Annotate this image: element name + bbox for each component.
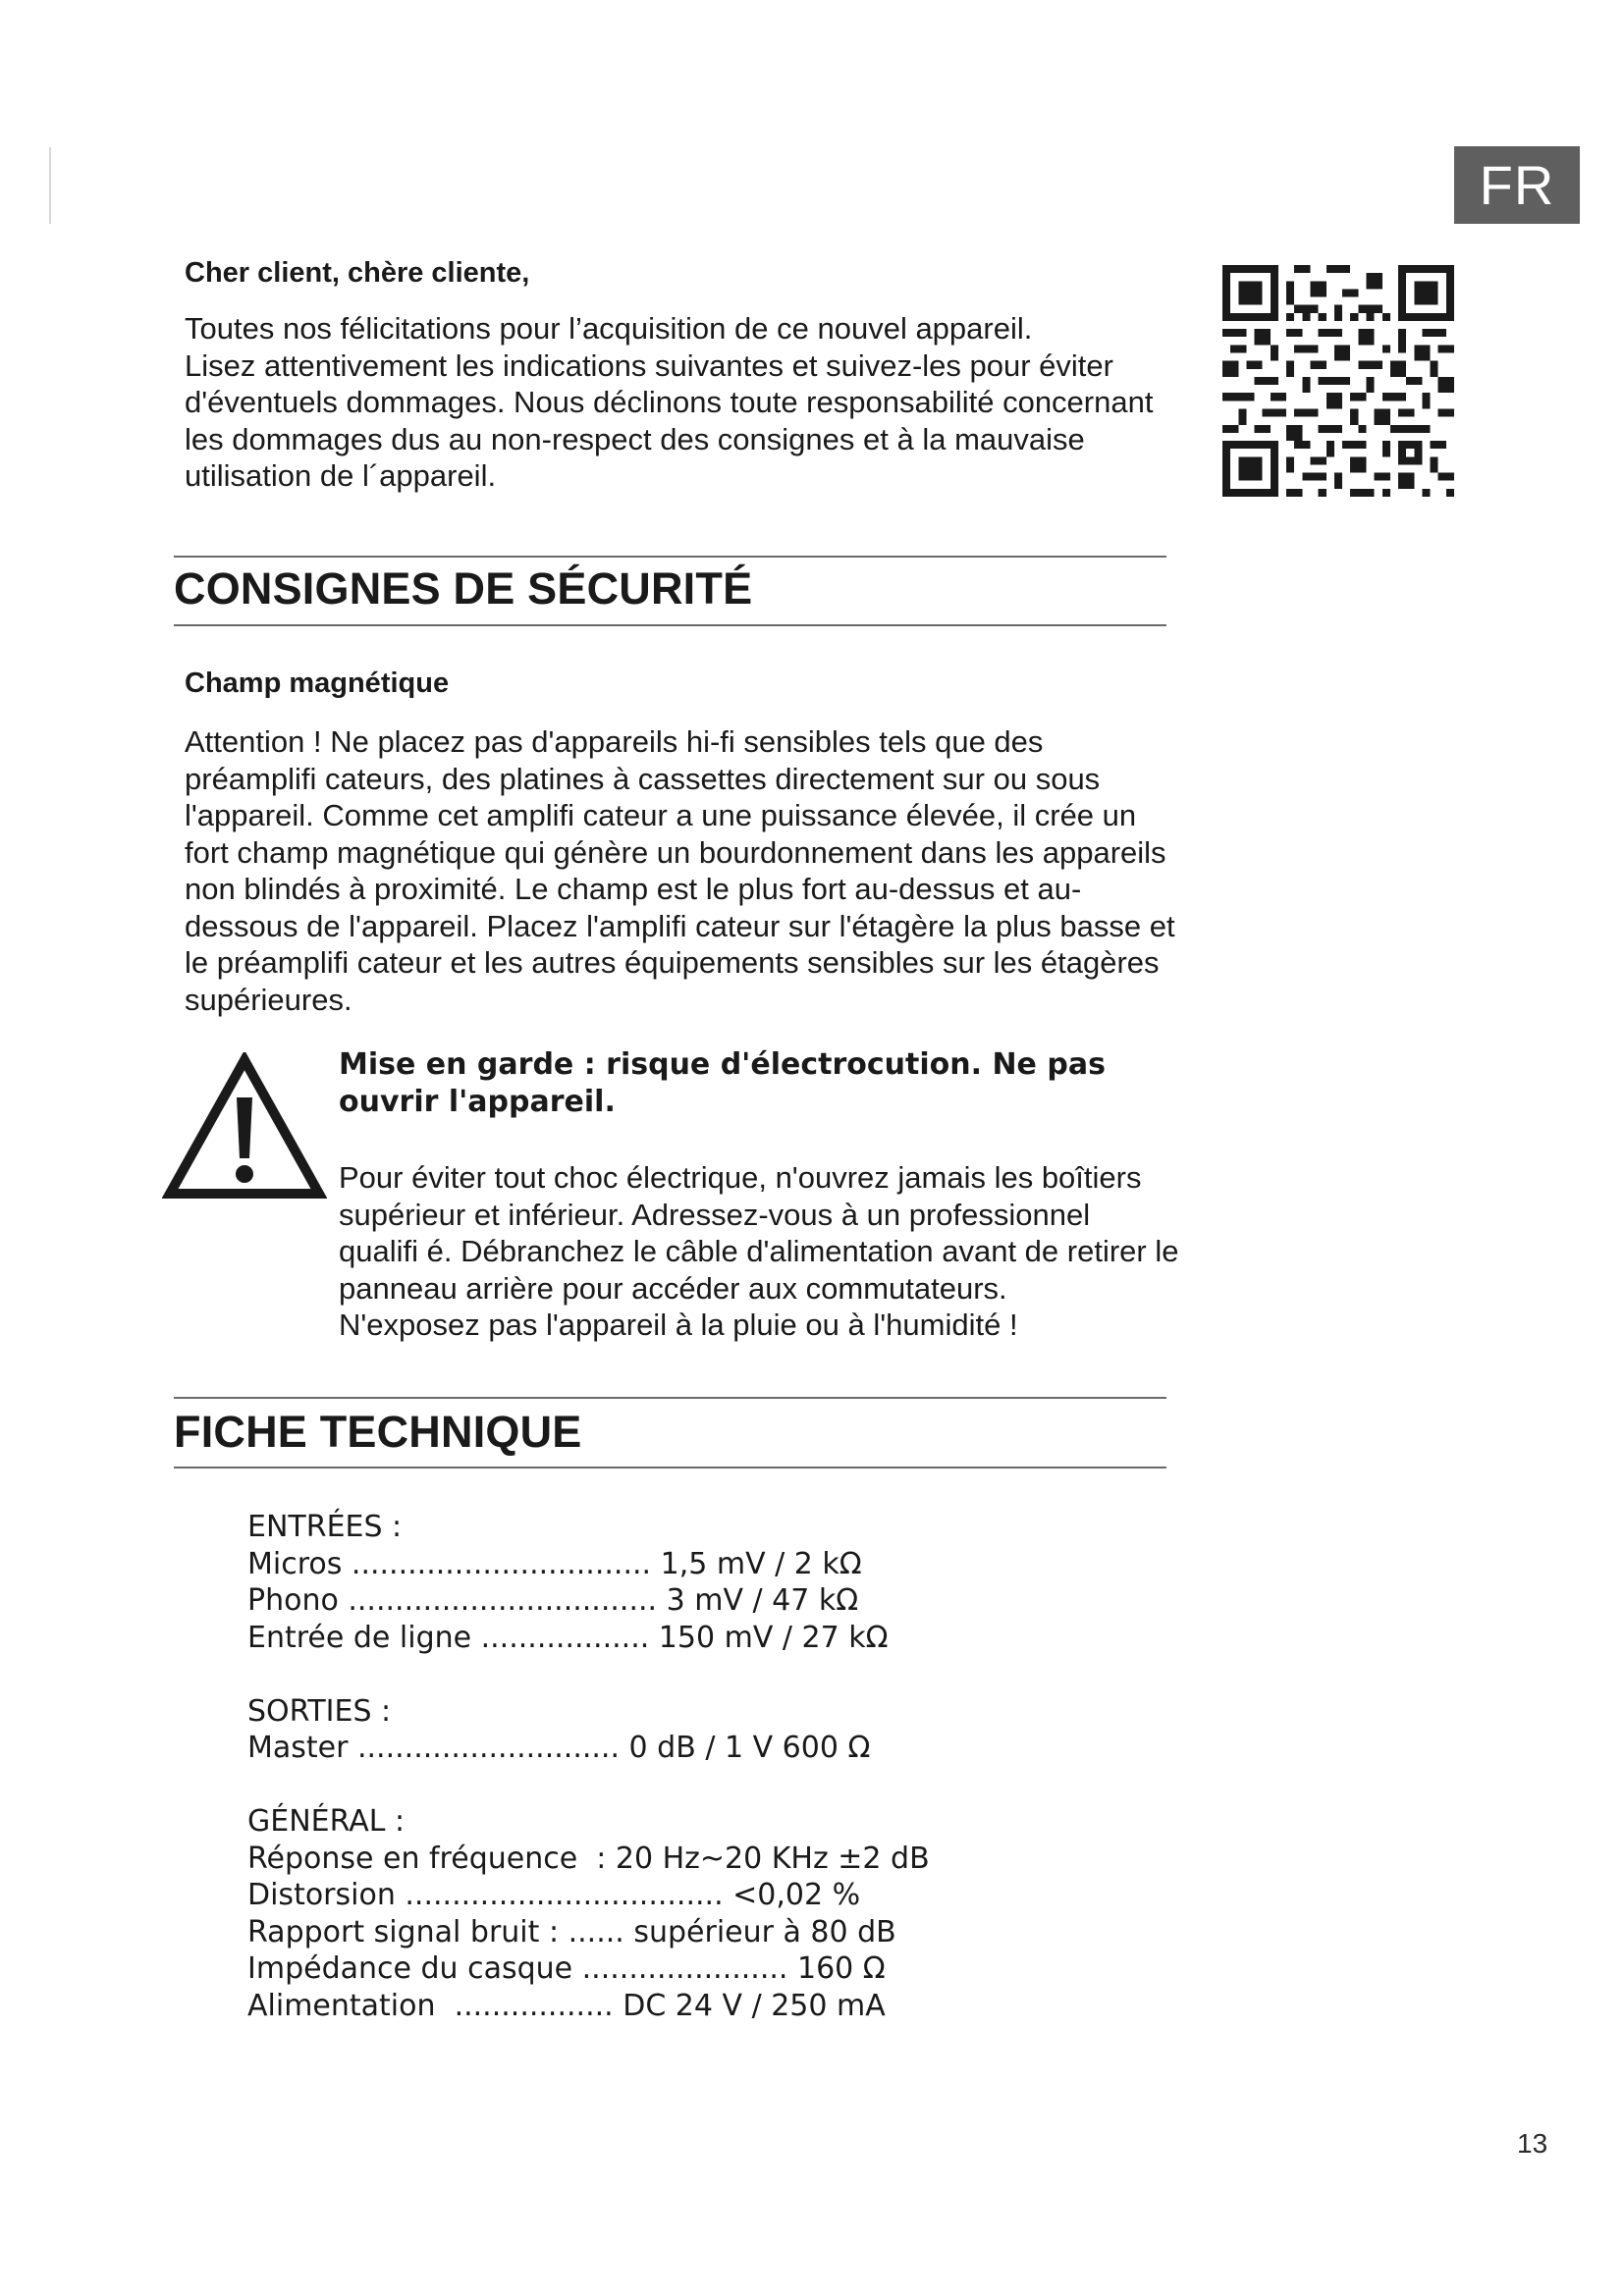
section-rule-top xyxy=(174,1397,1166,1399)
spacer xyxy=(247,1767,1013,1804)
spec-row: Alimentation ................. DC 24 V / 250 mA xyxy=(247,1988,886,2023)
electrocution-warning-title xyxy=(339,1046,1183,1121)
paragraph-line: le préamplifi cateur et les autres équipements sensibles sur les étagères xyxy=(185,945,1160,980)
inputs-heading: ENTRÉES : xyxy=(247,1510,403,1544)
section-rule-bottom xyxy=(174,624,1166,626)
electrocution-warning-body xyxy=(339,1159,1183,1344)
qr-code xyxy=(1222,265,1454,497)
tech-section-title: FICHE TECHNIQUE xyxy=(174,1407,582,1457)
intro-line: les dommages dus au non-respect des consignes et à la mauvaise xyxy=(185,421,1085,456)
spacer xyxy=(247,1656,1013,1693)
paragraph-line: fort champ magnétique qui génère un bourdonnement dans les appareils xyxy=(185,834,1166,870)
greeting: Cher client, chère cliente, xyxy=(185,257,530,289)
spec-row: Entrée de ligne .................. 150 mV / 27 kΩ xyxy=(247,1620,889,1655)
page-number: 13 xyxy=(1517,2128,1548,2159)
intro-line: d'éventuels dommages. Nous déclinons toute responsabilité concernant xyxy=(185,385,1154,419)
paragraph-line: supérieures. xyxy=(185,982,352,1017)
intro-line: Lisez attentivement les indications suivantes et suivez-les pour éviter xyxy=(185,347,1113,383)
intro-line: Toutes nos félicitations pour l’acquisition de ce nouvel appareil. xyxy=(185,311,1033,346)
spec-row: Phono ................................. 3 mV / 47 kΩ xyxy=(247,1583,859,1618)
paragraph-line: non blindés à proximité. Le champ est le plus fort au-dessus et au- xyxy=(185,872,1082,906)
warning-body-line: supérieur et inférieur. Adressez-vous à un professionnel xyxy=(339,1197,1091,1232)
warning-body-line: qualifi é. Débranchez le câble d'alimentation avant de retirer le xyxy=(339,1234,1179,1268)
magnetic-field-subheading: Champ magnétique xyxy=(185,667,450,699)
paragraph-line: l'appareil. Comme cet amplifi cateur a une puissance élevée, il crée un xyxy=(185,798,1137,832)
intro-paragraph xyxy=(185,310,1166,495)
spec-list xyxy=(247,1509,1013,2024)
safety-section-title: CONSIGNES DE SÉCURITÉ xyxy=(174,563,753,614)
warning-body-line: panneau arrière pour accéder aux commutateurs. xyxy=(339,1270,1007,1306)
section-rule-top xyxy=(174,556,1166,558)
warning-title-line: Mise en garde : risque d'électrocution. Ne pas xyxy=(339,1047,1106,1082)
spec-row: Micros ................................ 1,5 mV / 2 kΩ xyxy=(247,1546,862,1581)
spec-row: Master ............................ 0 dB / 1 V 600 Ω xyxy=(247,1731,871,1765)
spec-row: Réponse en fréquence : 20 Hz~20 KHz ±2 dB xyxy=(247,1841,930,1876)
spec-row: Distorsion .................................. <0,02 % xyxy=(247,1878,861,1912)
warning-body-line: Pour éviter tout choc électrique, n'ouvrez jamais les boîtiers xyxy=(339,1160,1142,1195)
warning-triangle-icon xyxy=(162,1052,327,1201)
spec-row: Impédance du casque ...................... 160 Ω xyxy=(247,1951,886,1986)
warning-body-line: N'exposez pas l'appareil à la pluie ou à l'humidité ! xyxy=(339,1308,1018,1342)
paragraph-line: préamplifi cateurs, des platines à cassettes directement sur ou sous xyxy=(185,761,1101,796)
warning-title-line: ouvrir l'appareil. xyxy=(339,1085,616,1119)
paragraph-line: Attention ! Ne placez pas d'appareils hi-fi sensibles tels que des xyxy=(185,724,1044,759)
paragraph-line: dessous de l'appareil. Placez l'amplifi cateur sur l'étagère la plus basse et xyxy=(185,908,1175,943)
page-edge-rule xyxy=(49,147,51,224)
spec-row: Rapport signal bruit : ...... supérieur à 80 dB xyxy=(247,1914,896,1949)
section-rule-bottom xyxy=(174,1467,1166,1468)
language-tab: FR xyxy=(1454,146,1580,224)
general-heading: GÉNÉRAL : xyxy=(247,1804,406,1839)
intro-line: utilisation de l´appareil. xyxy=(185,458,497,493)
outputs-heading: SORTIES : xyxy=(247,1693,392,1729)
magnetic-field-paragraph xyxy=(185,723,1176,1018)
